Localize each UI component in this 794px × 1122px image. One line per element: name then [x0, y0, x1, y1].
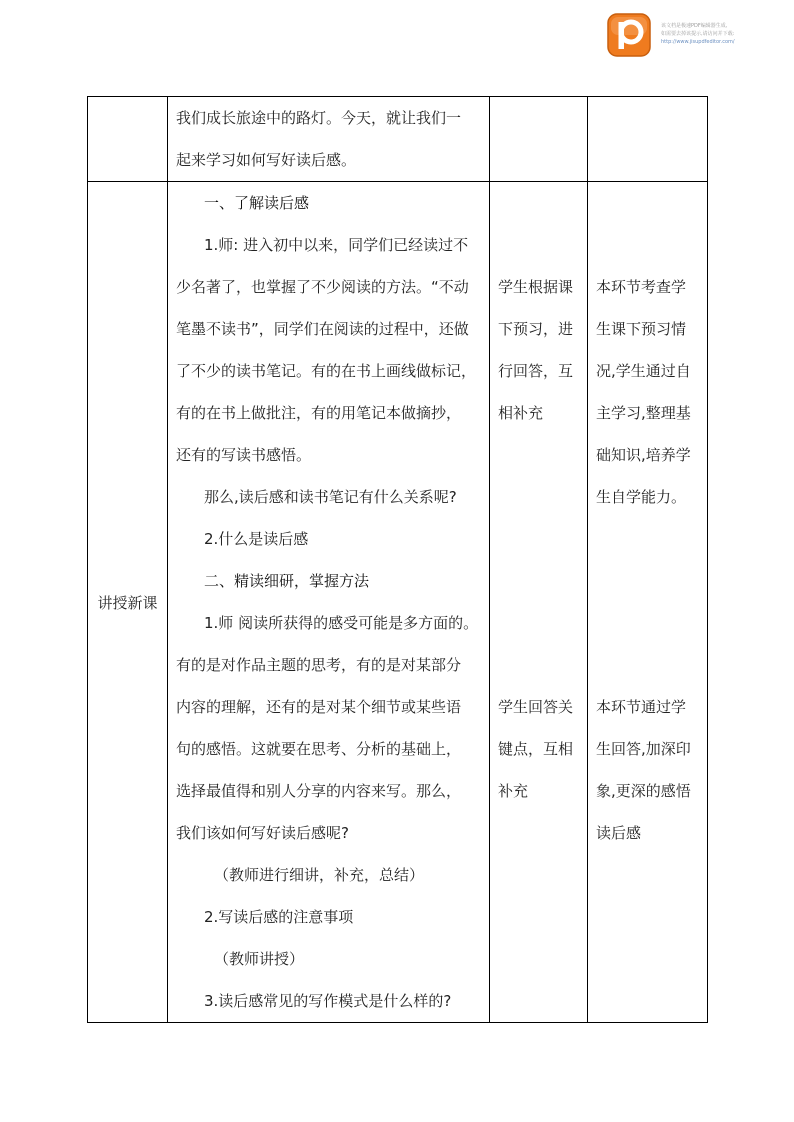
design-intent-line: 生自学能力。 — [596, 488, 687, 506]
content-line: 2.写读后感的注意事项 — [204, 908, 354, 926]
design-intent-line: 况,学生通过自 — [596, 362, 691, 380]
content-line: 内容的理解，还有的是对某个细节或某些语 — [176, 698, 462, 716]
student-activity-line: 补充 — [498, 782, 529, 800]
design-intent-line: 本环节通过学 — [596, 698, 687, 716]
content-line: 选择最值得和别人分享的内容来写。那么， — [176, 782, 462, 800]
content-line: 有的在书上做批注，有的用笔记本做摘抄， — [176, 404, 462, 422]
content-line: 笔墨不读书”，同学们在阅读的过程中，还做 — [176, 320, 469, 338]
table-row-new-lesson — [88, 182, 708, 1023]
content-line: 我们该如何写好读后感呢? — [176, 824, 349, 842]
section-label-cell — [88, 182, 168, 1023]
design-intent-line: 主学习,整理基 — [596, 404, 691, 422]
pdf-editor-logo — [607, 13, 651, 57]
content-line: 起来学习如何写好读后感。 — [176, 151, 357, 169]
table-row-continuation — [88, 97, 708, 182]
student-activity-cell — [490, 97, 588, 182]
content-line: 1.师 阅读所获得的感受可能是多方面的。 — [204, 614, 479, 632]
section-label: 讲授新课 — [97, 593, 158, 612]
content-line: 少名著了，也掌握了不少阅读的方法。“不动 — [176, 278, 469, 296]
watermark-text — [661, 22, 787, 46]
student-activity-line: 学生回答关 — [498, 698, 574, 716]
watermark-line-2: 如需要去掉该提示,请访问并下载: — [661, 31, 735, 37]
content-line: 了不少的读书笔记。有的在书上画线做标记， — [176, 362, 477, 380]
content-line: （教师讲授） — [214, 950, 305, 968]
content-line: 3.读后感常见的写作模式是什么样的? — [204, 992, 452, 1010]
content-heading: 二、精读细研，掌握方法 — [204, 572, 370, 590]
design-intent-line: 本环节考查学 — [596, 278, 687, 296]
student-activity-cell — [490, 182, 588, 1023]
design-intent-line: 生课下预习情 — [596, 320, 687, 338]
lesson-plan-table — [87, 96, 708, 1023]
content-line: （教师进行细讲，补充，总结） — [214, 866, 425, 884]
content-line: 2.什么是读后感 — [204, 530, 309, 548]
student-activity-line: 学生根据课 — [498, 278, 574, 296]
logo-p-icon — [607, 13, 651, 57]
content-heading: 一、了解读后感 — [204, 194, 310, 212]
design-intent-line: 础知识,培养学 — [596, 446, 691, 464]
section-cell-empty — [88, 97, 168, 182]
student-activity-line: 键点，互相 — [498, 740, 574, 758]
student-activity-line: 下预习，进 — [498, 320, 574, 338]
design-intent-cell — [588, 97, 708, 182]
teaching-content-cell — [168, 97, 490, 182]
content-line: 句的感悟。这就要在思考、分析的基础上， — [176, 740, 462, 758]
design-intent-line: 象,更深的感悟 — [596, 782, 691, 800]
student-activity-line: 相补充 — [498, 404, 544, 422]
design-intent-line: 读后感 — [596, 824, 642, 842]
student-activity-line: 行回答，互 — [498, 362, 574, 380]
watermark-line-1: 该文档是极速PDF编辑器生成, — [661, 23, 728, 29]
content-line: 还有的写读书感悟。 — [176, 446, 312, 464]
watermark-url: http://www.jisupdfeditor.com/ — [661, 39, 735, 45]
design-intent-cell — [588, 182, 708, 1023]
design-intent-line: 生回答,加深印 — [596, 740, 691, 758]
content-line: 那么,读后感和读书笔记有什么关系呢? — [204, 488, 457, 506]
teaching-content-cell — [168, 182, 490, 1023]
content-line: 我们成长旅途中的路灯。今天，就让我们一 — [176, 109, 462, 127]
content-line: 有的是对作品主题的思考，有的是对某部分 — [176, 656, 462, 674]
content-line: 1.师: 进入初中以来，同学们已经读过不 — [204, 236, 469, 254]
